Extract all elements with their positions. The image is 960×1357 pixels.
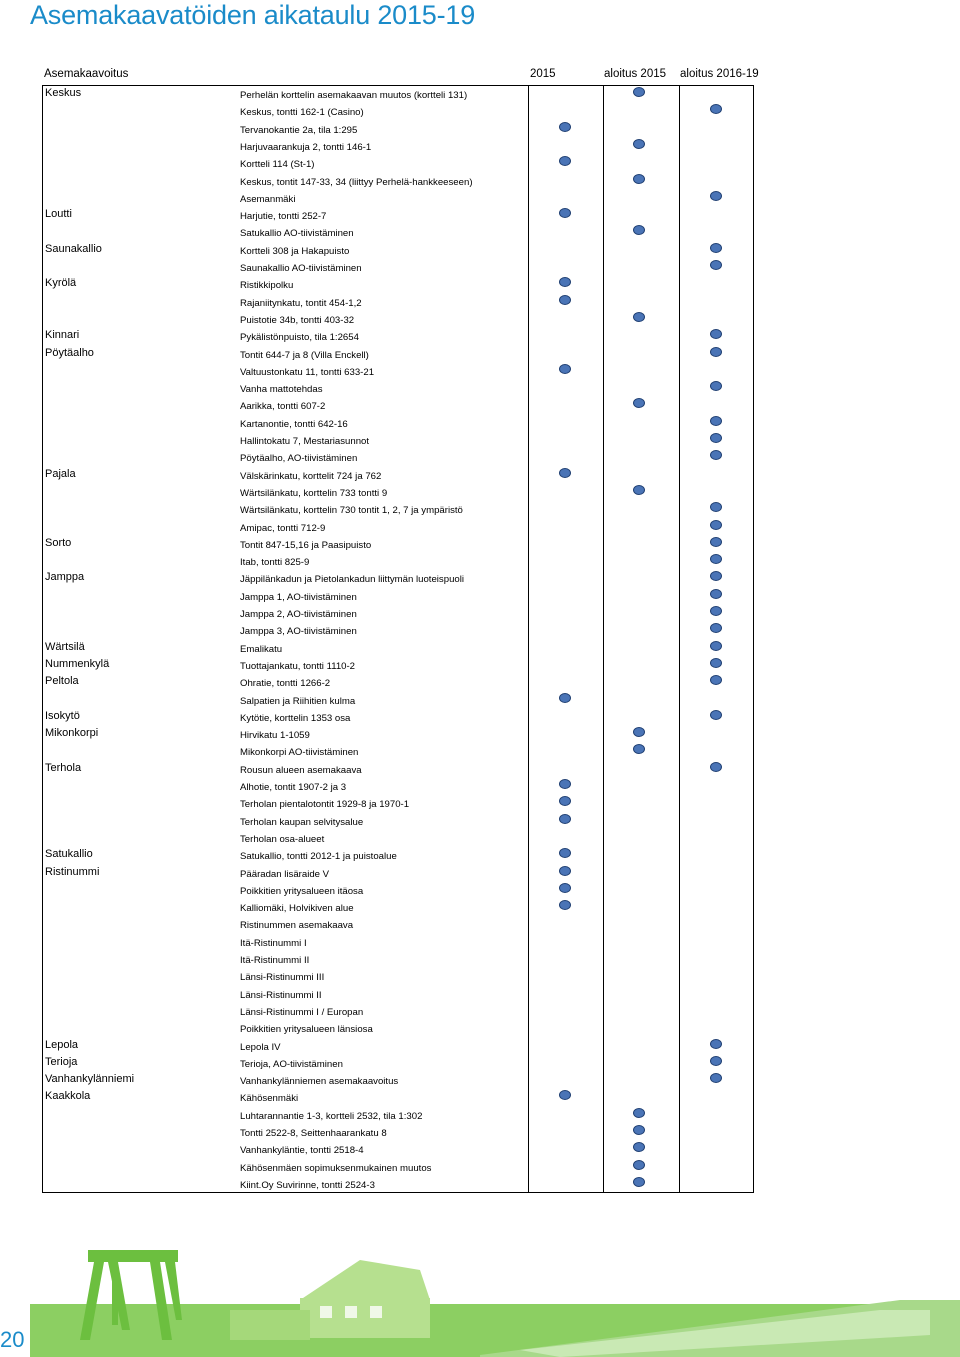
area-label: Terioja [45, 1055, 78, 1068]
table-row [43, 901, 753, 918]
table-row [43, 140, 753, 157]
project-label: Satukallio, tontti 2012-1 ja puistoalue [240, 851, 397, 863]
building-illustration [230, 1260, 430, 1340]
area-label: Wärtsilä [45, 640, 85, 653]
project-label: Harjuvaarankuja 2, tontti 146-1 [240, 141, 372, 153]
schedule-marker-icon [559, 796, 571, 806]
area-label: Kaakkola [45, 1090, 91, 1103]
table-row [43, 936, 753, 953]
area-label: Loutti [45, 208, 72, 221]
project-label: Salpatien ja Riihitien kulma [240, 695, 356, 707]
schedule-marker-icon [710, 450, 722, 460]
schedule-marker-icon [710, 520, 722, 530]
table-row [43, 1109, 753, 1126]
schedule-marker-icon [559, 1090, 571, 1100]
table-row [43, 970, 753, 987]
schedule-marker-icon [710, 381, 722, 391]
table-row [43, 607, 753, 624]
table-row [43, 1161, 753, 1178]
table-row [43, 676, 753, 693]
schedule-marker-icon [559, 693, 571, 703]
header-aloitus-2015: aloitus 2015 [604, 68, 667, 80]
project-label: Tontti 2522-8, Seittenhaarankatu 8 [240, 1128, 387, 1139]
table-row [43, 624, 753, 641]
schedule-marker-icon [633, 744, 645, 754]
project-label: Terholan kaupan selvitysalue [240, 816, 364, 828]
schedule-marker-icon [710, 675, 722, 685]
project-label: Mikonkorpi AO-tiivistäminen [240, 747, 359, 759]
header-aloitus-2016-19: aloitus 2016-19 [680, 68, 759, 80]
table-row [43, 728, 753, 745]
footer-illustration [0, 1240, 960, 1357]
area-label: Pajala [45, 467, 76, 480]
schedule-marker-icon [710, 347, 722, 357]
schedule-marker-icon [633, 1108, 645, 1118]
area-label: Sorto [45, 536, 72, 549]
table-row [43, 745, 753, 762]
project-label: Perhelän korttelin asemakaavan muutos (kortteli 131) [240, 90, 468, 101]
schedule-marker-icon [710, 416, 722, 426]
project-label: Aarikka, tontti 607-2 [240, 401, 326, 413]
project-label: Kytötie, korttelin 1353 osa [240, 712, 351, 724]
project-label: Itab, tontti 825-9 [240, 557, 310, 569]
table-row [43, 399, 753, 416]
schedule-marker-icon [710, 554, 722, 564]
table-row [43, 538, 753, 555]
table-row [43, 555, 753, 572]
table-row [43, 469, 753, 486]
project-label: Saunakallio AO-tiivistäminen [240, 263, 362, 274]
table-row [43, 953, 753, 970]
table-header [44, 68, 759, 84]
project-label: Pöytäalho, AO-tiivistäminen [240, 453, 358, 465]
project-label: Jäppilänkadun ja Pietolankadun liittymän luoteispuoli [240, 574, 465, 586]
project-label: Ristinummen asemakaava [240, 920, 354, 932]
project-label: Terioja, AO-tiivistäminen [240, 1058, 343, 1070]
project-label: Kartanontie, tontti 642-16 [240, 418, 348, 430]
project-label: Puistotie 34b, tontti 403-32 [240, 314, 355, 326]
schedule-marker-icon [559, 814, 571, 824]
schedule-marker-icon [633, 1125, 645, 1135]
schedule-marker-icon [710, 571, 722, 581]
project-label: Hallintokatu 7, Mestariasunnot [240, 436, 370, 447]
area-label: Terhola [45, 761, 82, 774]
project-label: Terholan osa-alueet [240, 833, 325, 845]
schedule-marker-icon [710, 658, 722, 668]
table-row [43, 1074, 753, 1091]
schedule-marker-icon [710, 104, 722, 114]
area-label: Kinnari [45, 329, 80, 342]
table-row [43, 988, 753, 1005]
project-label: Tuottajankatu, tontti 1110-2 [240, 660, 356, 672]
project-label: Poikkitien yritysalueen länsiosa [240, 1024, 373, 1036]
schedule-marker-icon [633, 727, 645, 737]
area-label: Satukallio [45, 848, 93, 861]
area-label: Nummenkylä [45, 657, 110, 670]
page-title: Asemakaavatöiden aikataulu 2015-19 [30, 0, 476, 30]
project-label: Kalliomäki, Holvikiven alue [240, 903, 354, 915]
schedule-marker-icon [710, 641, 722, 651]
schedule-table [42, 85, 754, 1193]
header-2015: 2015 [530, 68, 556, 80]
schedule-marker-icon [710, 710, 722, 720]
schedule-marker-icon [633, 398, 645, 408]
project-label: Harjutie, tontti 252-7 [240, 211, 327, 223]
table-row [43, 521, 753, 538]
table-row [43, 244, 753, 261]
project-label: Lepola IV [240, 1041, 281, 1053]
schedule-marker-icon [633, 1160, 645, 1170]
table-row [43, 884, 753, 901]
schedule-marker-icon [710, 329, 722, 339]
project-label: Satukallio AO-tiivistäminen [240, 228, 354, 240]
project-label: Jamppa 1, AO-tiivistäminen [240, 591, 357, 603]
header-asemakaavoitus: Asemakaavoitus [44, 68, 129, 80]
schedule-marker-icon [559, 295, 571, 305]
table-row [43, 867, 753, 884]
project-label: Tontit 644-7 ja 8 (Villa Enckell) [240, 349, 369, 361]
project-label: Ristikkipolku [240, 280, 294, 292]
project-label: Välskärinkatu, korttelit 724 ja 762 [240, 470, 382, 482]
project-label: Länsi-Ristinummi III [240, 972, 325, 984]
table-row [43, 365, 753, 382]
schedule-marker-icon [710, 589, 722, 599]
table-row [43, 348, 753, 365]
project-label: Länsi-Ristinummi II [240, 989, 322, 1001]
area-label: Mikonkorpi [45, 727, 99, 740]
table-row [43, 486, 753, 503]
page-number: 20 [0, 1327, 25, 1352]
table-row [43, 105, 753, 122]
schedule-marker-icon [633, 225, 645, 235]
table-row [43, 451, 753, 468]
table-row [43, 590, 753, 607]
project-label: Tontit 847-15,16 ja Paasipuisto [240, 539, 372, 551]
schedule-marker-icon [633, 1177, 645, 1187]
area-label: Pöytäalho [45, 346, 94, 359]
area-label: Saunakallio [45, 242, 102, 255]
table-row [43, 780, 753, 797]
project-label: Kiint.Oy Suvirinne, tontti 2524-3 [240, 1179, 375, 1191]
project-label: Kortteli 114 (St-1) [240, 159, 315, 171]
schedule-marker-icon [633, 87, 645, 97]
project-label: Valtuustonkatu 11, tontti 633-21 [240, 366, 375, 378]
schedule-marker-icon [710, 537, 722, 547]
schedule-marker-icon [559, 883, 571, 893]
project-label: Pykälistönpuisto, tila 1:2654 [240, 332, 359, 344]
schedule-marker-icon [710, 260, 722, 270]
table-row [43, 763, 753, 780]
schedule-marker-icon [559, 277, 571, 287]
schedule-marker-icon [710, 243, 722, 253]
table-row [43, 88, 753, 105]
project-label: Tervanokantie 2a, tila 1:295 [240, 124, 358, 136]
table-row [43, 157, 753, 174]
area-label: Ristinummi [45, 865, 100, 878]
project-label: Kähösenmäki [240, 1093, 299, 1105]
schedule-marker-icon [559, 122, 571, 132]
project-label: Vanhankyläntie, tontti 2518-4 [240, 1145, 364, 1157]
schedule-marker-icon [710, 606, 722, 616]
project-label: Pääradan lisäraide V [240, 868, 330, 880]
table-row [43, 1091, 753, 1108]
project-label: Wärtsilänkatu, korttelin 730 tontit 1, 2, 7 ja ympäristö [240, 505, 463, 517]
table-row [43, 1057, 753, 1074]
table-row [43, 313, 753, 330]
table-row [43, 815, 753, 832]
table-row [43, 849, 753, 866]
table-row [43, 711, 753, 728]
project-label: Itä-Ristinummi I [240, 937, 307, 949]
schedule-marker-icon [633, 174, 645, 184]
table-row [43, 1143, 753, 1160]
schedule-marker-icon [559, 779, 571, 789]
table-row [43, 123, 753, 140]
project-label: Vanhankylänniemen asemakaavoitus [240, 1076, 399, 1088]
project-label: Vanha mattotehdas [240, 384, 323, 396]
schedule-marker-icon [710, 433, 722, 443]
project-label: Rousun alueen asemakaava [240, 764, 362, 776]
table-row [43, 1178, 753, 1195]
project-label: Jamppa 2, AO-tiivistäminen [240, 609, 357, 620]
table-row [43, 209, 753, 226]
table-row [43, 1005, 753, 1022]
project-label: Kortteli 308 ja Hakapuisto [240, 245, 350, 257]
project-label: Alhotie, tontit 1907-2 ja 3 [240, 782, 347, 793]
schedule-marker-icon [633, 139, 645, 149]
schedule-marker-icon [559, 866, 571, 876]
project-label: Luhtarannantie 1-3, kortteli 2532, tila 1:302 [240, 1110, 423, 1122]
project-label: Asemanmäki [240, 193, 296, 205]
table-row [43, 278, 753, 295]
schedule-marker-icon [710, 1073, 722, 1083]
schedule-marker-icon [559, 364, 571, 374]
table-row [43, 192, 753, 209]
project-label: Ohratie, tontti 1266-2 [240, 678, 331, 690]
schedule-marker-icon [710, 502, 722, 512]
schedule-marker-icon [710, 762, 722, 772]
table-row [43, 1126, 753, 1143]
area-label: Peltola [45, 675, 79, 688]
area-label: Lepola [45, 1038, 79, 1051]
schedule-marker-icon [633, 1142, 645, 1152]
table-row [43, 572, 753, 589]
table-row [43, 918, 753, 935]
project-label: Itä-Ristinummi II [240, 955, 310, 966]
schedule-marker-icon [710, 1056, 722, 1066]
table-row [43, 694, 753, 711]
area-label: Isokytö [45, 709, 80, 722]
project-label: Länsi-Ristinummi I / Europan [240, 1006, 364, 1018]
table-row [43, 503, 753, 520]
project-label: Jamppa 3, AO-tiivistäminen [240, 626, 357, 638]
schedule-marker-icon [633, 312, 645, 322]
table-row [43, 330, 753, 347]
schedule-marker-icon [559, 848, 571, 858]
schedule-marker-icon [633, 485, 645, 495]
project-label: Terholan pientalotontit 1929-8 ja 1970-1 [240, 799, 410, 811]
project-label: Rajaniitynkatu, tontit 454-1,2 [240, 297, 362, 309]
table-row [43, 226, 753, 243]
area-label: Keskus [45, 87, 82, 99]
project-label: Poikkitien yritysalueen itäosa [240, 885, 364, 897]
table-row [43, 832, 753, 849]
schedule-marker-icon [559, 208, 571, 218]
schedule-marker-icon [710, 1039, 722, 1049]
project-label: Hirvikatu 1-1059 [240, 730, 310, 742]
project-label: Keskus, tontti 162-1 (Casino) [240, 107, 364, 119]
schedule-marker-icon [710, 191, 722, 201]
table-row [43, 296, 753, 313]
table-row [43, 797, 753, 814]
project-label: Kähösenmäen sopimuksenmukainen muutos [240, 1162, 432, 1174]
area-label: Jamppa [45, 571, 85, 584]
schedule-marker-icon [559, 900, 571, 910]
project-label: Emalikatu [240, 643, 283, 655]
table-row [43, 659, 753, 676]
table-row [43, 382, 753, 399]
schedule-marker-icon [710, 623, 722, 633]
table-row [43, 1022, 753, 1039]
table-row [43, 261, 753, 278]
project-label: Wärtsilänkatu, korttelin 733 tontti 9 [240, 487, 388, 499]
schedule-marker-icon [559, 156, 571, 166]
schedule-marker-icon [559, 468, 571, 478]
area-label: Kyrölä [45, 277, 77, 290]
table-row [43, 1040, 753, 1057]
table-row [43, 434, 753, 451]
table-row [43, 642, 753, 659]
project-label: Keskus, tontit 147-33, 34 (liittyy Perhelä-hankkeeseen) [240, 176, 473, 188]
table-row [43, 175, 753, 192]
table-row [43, 417, 753, 434]
project-label: Amipac, tontti 712-9 [240, 522, 326, 534]
area-label: Vanhankylänniemi [45, 1073, 135, 1086]
